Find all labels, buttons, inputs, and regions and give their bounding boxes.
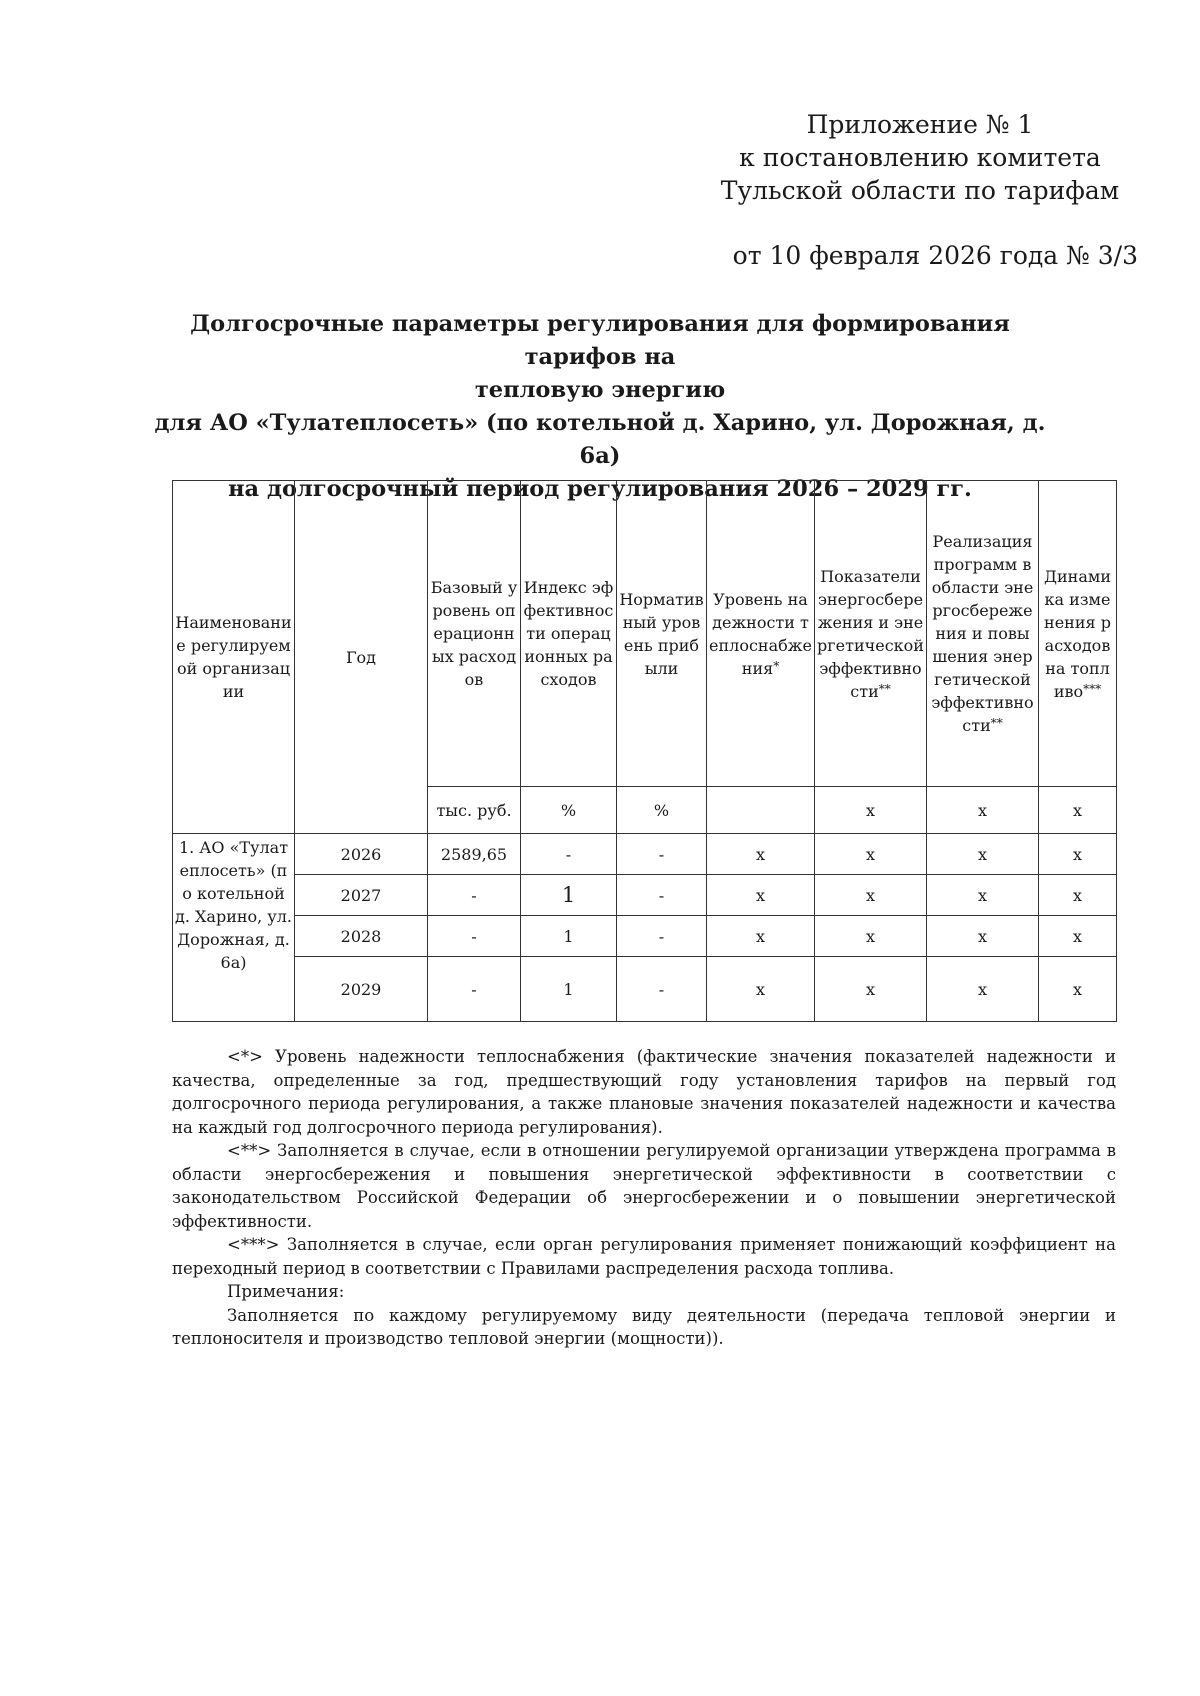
col-header-reliability: Уровень надежности теплоснабжения* [707,481,815,787]
appendix-reference: к постановлению комитета [739,143,1101,172]
unit-program: х [927,787,1039,834]
table-row [173,957,1117,1022]
year-cell: 2027 [295,875,428,916]
unit-reliability [707,787,815,834]
program-cell: х [927,957,1039,1022]
year-cell: 2029 [295,957,428,1022]
program-cell: х [927,875,1039,916]
organization-cell: 1. АО «Тулатеплосеть» (по котельной д. Харино, ул. Дорожная, д. 6а) [173,834,295,1022]
base-opex-cell: - [428,957,521,1022]
energy-saving-cell: х [815,916,927,957]
col-header-fuel-dynamics: Динамика изменения расходов на топливо*** [1039,481,1117,787]
col-header-energy-saving: Показатели энергосбережения и энергетической эффективности** [815,481,927,787]
unit-energy-saving: х [815,787,927,834]
base-opex-cell: 2589,65 [428,834,521,875]
title-line-3: для АО «Тулатеплосеть» (по котельной д. Харино, ул. Дорожная, д. 6а) [154,410,1046,469]
program-cell: х [927,916,1039,957]
fuel-dynamics-cell: х [1039,957,1117,1022]
reliability-cell: х [707,834,815,875]
remarks-text: Заполняется по каждому регулируемому виду деятельности (передача тепловой энергии и теплоносителя и производство тепловой энергии (мощности)). [172,1305,1116,1348]
unit-fuel-dynamics: х [1039,787,1117,834]
unit-base-opex: тыс. руб. [428,787,521,834]
footnotes [172,1045,1116,1351]
fuel-dynamics-cell: х [1039,916,1117,957]
profit-level-cell: - [617,875,707,916]
appendix-date: от 10 февраля 2026 года № 3/3 [732,241,1138,270]
efficiency-index-cell: - [521,834,617,875]
col-header-program: Реализация программ в области энергосбережения и повышения энергетической эффективности** [927,481,1039,787]
title-line-1: Долгосрочные параметры регулирования для формирования тарифов на [190,311,1010,370]
parameters-table [172,480,1117,1022]
footnote-fuel: <***> Заполняется в случае, если орган регулирования применяет понижающий коэффициент на переходный период в соответствии с Правилами распределения расхода топлива. [172,1235,1116,1278]
table-header-row [173,481,1117,787]
reliability-cell: х [707,916,815,957]
energy-saving-cell: х [815,957,927,1022]
base-opex-cell: - [428,875,521,916]
fuel-dynamics-cell: х [1039,875,1117,916]
program-cell: х [927,834,1039,875]
efficiency-index-cell: 1 [521,916,617,957]
appendix-header [710,108,1138,272]
col-header-profit-level: Нормативный уровень прибыли [617,481,707,787]
fuel-dynamics-cell: х [1039,834,1117,875]
table-row [173,916,1117,957]
appendix-number: Приложение № 1 [806,110,1034,139]
unit-efficiency-index: % [521,787,617,834]
document-title [150,308,1050,506]
title-line-4: на долгосрочный период регулирования 2026 – 2029 гг. [228,476,972,502]
base-opex-cell: - [428,916,521,957]
appendix-authority: Тульской области по тарифам [720,176,1120,205]
remarks-label: Примечания: [227,1282,345,1301]
efficiency-index-cell: 1 [521,957,617,1022]
energy-saving-cell: х [815,834,927,875]
efficiency-index-cell: 1 [521,875,617,916]
col-header-organization: Наименование регулируемой организации [173,481,295,834]
table-row [173,875,1117,916]
footnote-reliability: <*> Уровень надежности теплоснабжения (фактические значения показателей надежности и качества, определенные за год, предшествующий году установления тарифов на первый год долгосрочного периода регулирования, а также плановые значения показателей надежности и качества на каждый год долгосрочного периода регулирования). [172,1047,1116,1137]
unit-profit-level: % [617,787,707,834]
col-header-year: Год [295,481,428,834]
year-cell: 2026 [295,834,428,875]
table-row [173,834,1117,875]
col-header-efficiency-index: Индекс эффективности операционных расходов [521,481,617,787]
col-header-base-opex: Базовый уровень операционных расходов [428,481,521,787]
energy-saving-cell: х [815,875,927,916]
title-line-2: тепловую энергию [474,377,726,403]
profit-level-cell: - [617,957,707,1022]
reliability-cell: х [707,957,815,1022]
reliability-cell: х [707,875,815,916]
profit-level-cell: - [617,834,707,875]
profit-level-cell: - [617,916,707,957]
footnote-energy-saving: <**> Заполняется в случае, если в отношении регулируемой организации утверждена программа в области энергосбережения и повышения энергетической эффективности в соответствии с законодательством Российской Федерации об энергосбережении и о повышении энергетической эффективности. [172,1141,1116,1231]
year-cell: 2028 [295,916,428,957]
